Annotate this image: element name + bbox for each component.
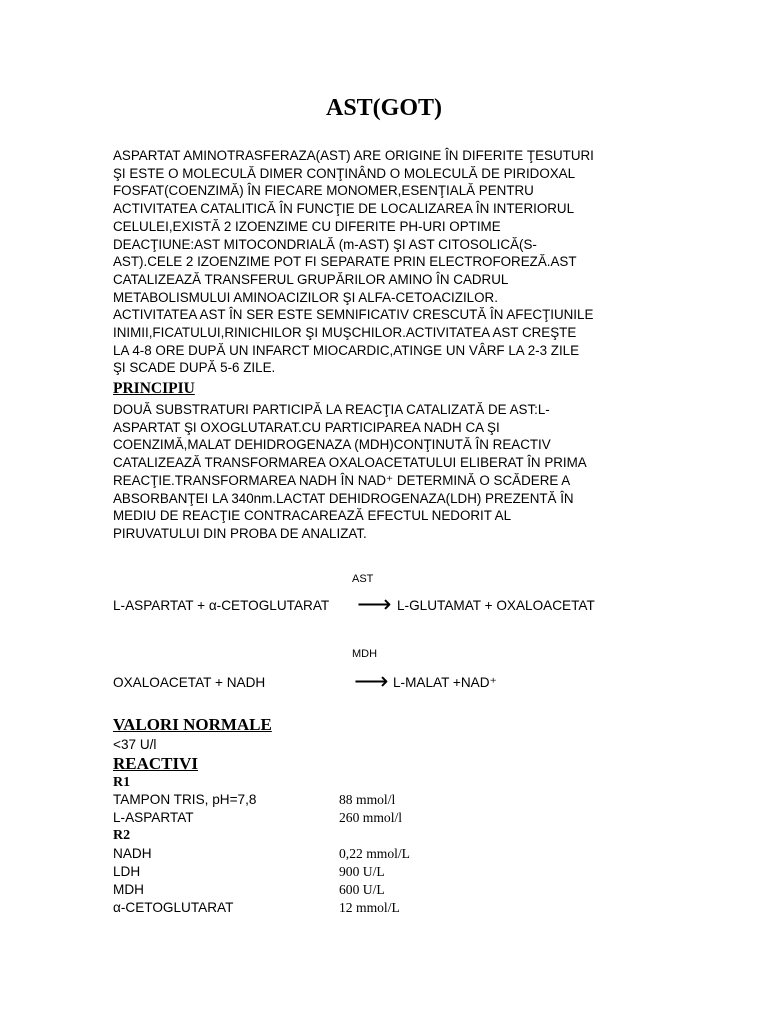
principiu-line: COENZIMĂ,MALAT DEHIDROGENAZA (MDH)CONŢINUTĂ ÎN REACTIV xyxy=(113,437,551,453)
reagent-group-label: R2 xyxy=(113,828,131,843)
principiu-paragraph xyxy=(113,401,658,543)
reagent-amount: 600 U/L xyxy=(339,882,385,897)
reagent-row xyxy=(113,881,613,899)
reaction-enzyme-label: MDH xyxy=(352,648,378,660)
reagent-row xyxy=(113,863,613,881)
reagent-name: NADH xyxy=(113,846,152,861)
intro-line: ACTIVITATEA CATALITICĂ ÎN FUNCŢIE DE LOCALIZAREA ÎN INTERIORUL xyxy=(113,201,575,217)
reagent-amount: 12 mmol/L xyxy=(339,900,400,915)
reaction-right-side: L-GLUTAMAT + OXALOACETAT xyxy=(397,598,595,613)
principiu-line: MEDIU DE REACŢIE CONTRACAREAZĂ EFECTUL NEDORIT AL xyxy=(113,508,512,524)
intro-line: METABOLISMULUI AMINOACIZILOR ŞI ALFA-CETOACIZILOR. xyxy=(113,289,498,305)
intro-line: INIMII,FICATULUI,RINICHILOR ŞI MUŞCHILOR.ACTIVITATEA AST CREŞTE xyxy=(113,325,577,341)
intro-line: CATALIZEAZĂ TRANSFERUL GRUPĂRILOR AMINO ÎN CADRUL xyxy=(113,271,509,287)
reaction-arrow-icon: ⟶ xyxy=(357,590,392,618)
reagent-row xyxy=(113,899,613,917)
principiu-line: ASPARTAT ŞI OXOGLUTARAT.CU PARTICIPAREA NADH CA ŞI xyxy=(113,419,500,435)
page-title: AST(GOT) xyxy=(325,95,442,121)
intro-line: LA 4-8 ORE DUPĂ UN INFARCT MIOCARDIC,ATINGE UN VÂRF LA 2-3 ZILE xyxy=(113,342,580,358)
reagent-amount: 260 mmol/l xyxy=(339,810,403,825)
intro-line: ŞI ESTE O MOLECULĂ DIMER CONŢINÂND O MOLECULĂ DE PIRIDOXAL xyxy=(113,165,576,181)
intro-line: CELULEI,EXISTĂ 2 IZOENZIME CU DIFERITE PH-URI OPTIME xyxy=(113,218,501,234)
reagent-amount: 88 mmol/l xyxy=(339,792,396,807)
reagent-amount: 900 U/L xyxy=(339,864,385,879)
principiu-line: REACŢIE.TRANSFORMAREA NADH ÎN NAD⁺ DETERMINĂ O SCĂDERE A xyxy=(113,472,571,488)
principiu-line: ABSORBANŢEI LA 340nm.LACTAT DEHIDROGENAZA(LDH) PREZENTĂ ÎN xyxy=(113,490,574,506)
reagent-group-label: R1 xyxy=(113,775,131,790)
reagent-name: LDH xyxy=(113,864,141,879)
reaction-arrow-icon: ⟶ xyxy=(354,667,389,695)
principiu-line: PIRUVATULUI DIN PROBA DE ANALIZAT. xyxy=(113,525,367,541)
intro-line: ŞI SCADE DUPĂ 5-6 ZILE. xyxy=(113,360,276,376)
intro-line: AST).CELE 2 IZOENZIME POT FI SEPARATE PRIN ELECTROFOREZĂ.AST xyxy=(113,254,577,270)
reagent-row xyxy=(113,809,613,827)
reaction-enzyme-label: AST xyxy=(352,573,374,585)
normal-value: <37 U/l xyxy=(113,737,157,752)
reactivi-heading: REACTIVI xyxy=(113,754,199,773)
intro-paragraph xyxy=(113,147,658,377)
reaction-left-side: L-ASPARTAT + α-CETOGLUTARAT xyxy=(113,598,330,613)
reagent-amount: 0,22 mmol/L xyxy=(339,846,410,861)
reaction-left-side: OXALOACETAT + NADH xyxy=(113,675,266,690)
intro-line: ASPARTAT AMINOTRASFERAZA(AST) ARE ORIGINE ÎN DIFERITE ŢESUTURI xyxy=(113,148,594,163)
principiu-line: DOUĂ SUBSTRATURI PARTICIPĂ LA REACŢIA CATALIZATĂ DE AST:L- xyxy=(113,402,550,417)
intro-line: ACTIVITATEA AST ÎN SER ESTE SEMNIFICATIV CRESCUTĂ ÎN AFECŢIUNILE xyxy=(113,307,594,323)
intro-line: DEACŢIUNE:AST MITOCONDRIALĂ (m-AST) ŞI AST CITOSOLICĂ(S- xyxy=(113,236,537,252)
principiu-line: CATALIZEAZĂ TRANSFORMAREA OXALOACETATULUI ELIBERAT ÎN PRIMA xyxy=(113,455,587,471)
intro-line: FOSFAT(COENZIMĂ) ÎN FIECARE MONOMER,ESENŢIALĂ PENTRU xyxy=(113,183,534,199)
principiu-heading: PRINCIPIU xyxy=(113,380,195,397)
reagent-row xyxy=(113,791,613,809)
reagent-name: TAMPON TRIS, pH=7,8 xyxy=(113,792,257,807)
valori-normale-heading: VALORI NORMALE xyxy=(113,715,272,734)
reagent-name: L-ASPARTAT xyxy=(113,810,194,825)
reagent-name: α-CETOGLUTARAT xyxy=(113,900,234,915)
reaction-right-side: L-MALAT +NAD⁺ xyxy=(393,675,497,690)
reagent-name: MDH xyxy=(113,882,144,897)
reagent-row xyxy=(113,845,613,863)
